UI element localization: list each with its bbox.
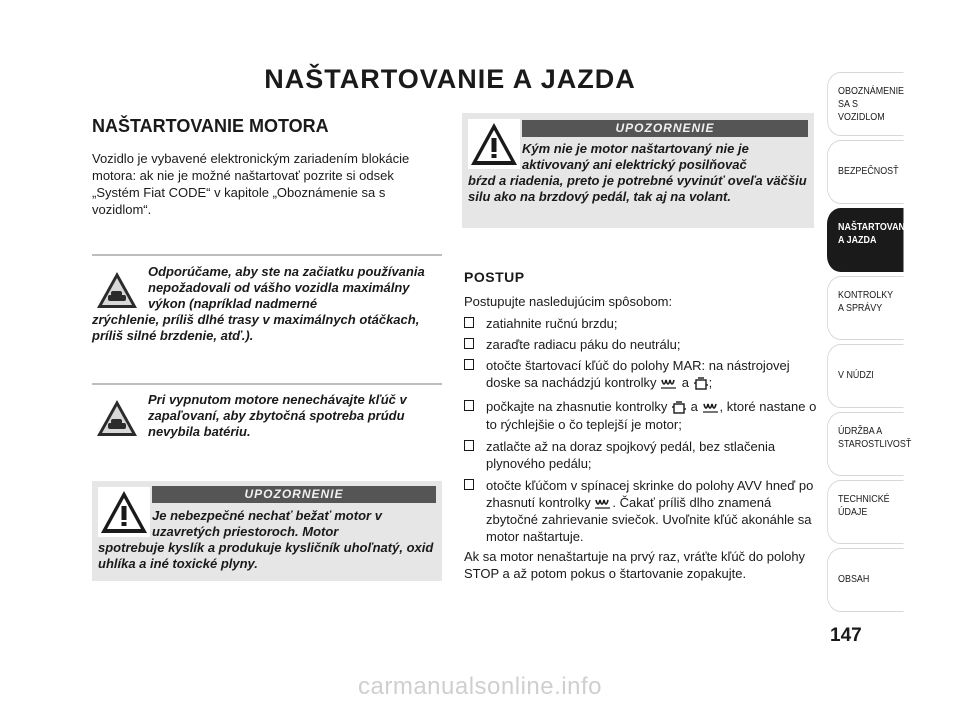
- tab-label: TECHNICKÉ ÚDAJE: [838, 493, 890, 518]
- warning-text: [98, 508, 438, 572]
- step-text: a: [681, 375, 690, 390]
- step-text: , ktoré nastane o to rýchlejšie o čo teplejší je motor;: [486, 399, 817, 432]
- list-item: [464, 438, 824, 472]
- glow-plug-icon: [702, 402, 720, 414]
- list-item: [464, 357, 824, 392]
- step-text: zaraďte radiacu páku do neutrálu;: [486, 337, 681, 352]
- car-triangle-icon: [95, 398, 139, 438]
- watermark: carmanualsonline.info: [358, 673, 602, 700]
- note-text: Pri vypnutom motore nenechávajte kľúč v zapaľovaní, aby zbytočná spotreba prúdu nevybila batériu.: [148, 392, 407, 439]
- step-text: otočte kľúčom v spínacej skrinke do polohy AVV hneď po zhasnutí kontrolky: [486, 478, 814, 510]
- tab-label: NAŠTARTOVANIE A JAZDA: [838, 221, 914, 246]
- engine-icon: [671, 400, 687, 416]
- tab-label: ÚDRŽBA A STAROSTLIVOSŤ: [838, 425, 912, 450]
- step-text: a: [690, 399, 698, 414]
- postup-intro: Postupujte nasledujúcim spôsobom:: [464, 294, 673, 309]
- checkbox-bullet-icon: [464, 479, 474, 490]
- tab-label: V NÚDZI: [838, 369, 874, 381]
- tab-udrzba[interactable]: [827, 412, 912, 476]
- page-title: NAŠTARTOVANIE A JAZDA: [264, 64, 636, 94]
- checkbox-bullet-icon: [464, 400, 474, 411]
- warning-text: [468, 141, 810, 205]
- step-text: zatiahnite ručnú brzdu;: [486, 316, 618, 331]
- step-text: počkajte na zhasnutie kontrolky: [486, 399, 668, 414]
- tab-label: KONTROLKY A SPRÁVY: [838, 289, 894, 314]
- tab-bezpecnost[interactable]: [827, 140, 904, 204]
- checkbox-bullet-icon: [464, 338, 474, 349]
- engine-icon: [693, 376, 709, 392]
- divider: [92, 254, 442, 256]
- section-title: NAŠTARTOVANIE MOTORA: [92, 116, 329, 136]
- checkbox-bullet-icon: [464, 317, 474, 328]
- warning-lead: Je nebezpečné nechať bežať motor v uzavretých priestoroch. Motor: [152, 508, 382, 539]
- tab-label: OBSAH: [838, 573, 870, 585]
- car-triangle-icon: [95, 270, 139, 310]
- tab-technicke-udaje[interactable]: [827, 480, 904, 544]
- warning-banner: UPOZORNENIE: [522, 120, 808, 137]
- tab-label: BEZPEČNOSŤ: [838, 165, 899, 177]
- warning-lead: Kým nie je motor naštartovaný nie je aktivovaný ani elektrický posilňovač: [522, 141, 749, 172]
- glow-plug-icon: [660, 378, 678, 390]
- checkbox-bullet-icon: [464, 359, 474, 370]
- divider: [92, 383, 442, 385]
- page-number: 147: [830, 625, 862, 646]
- warning-box-left: [92, 481, 442, 581]
- tab-kontrolky[interactable]: [827, 276, 904, 340]
- tab-v-nudzi[interactable]: [827, 344, 904, 408]
- tab-nastartovanie[interactable]: [827, 208, 914, 272]
- note-engine-break-in: [92, 264, 444, 344]
- checkbox-bullet-icon: [464, 440, 474, 451]
- warning-rest: bŕzd a riadenia, preto je potrebné vyvinúť oveľa väčšiu silu ako na brzdový pedál, tak aj na volant.: [468, 173, 807, 204]
- step-text: otočte štartovací kľúč do polohy MAR: na nástrojovej doske sa nachádzjú kontrolky: [486, 358, 790, 390]
- warning-box-right: [462, 113, 814, 228]
- list-item: [464, 477, 824, 545]
- step-text: ;: [708, 375, 713, 390]
- tab-obsah[interactable]: [827, 548, 904, 612]
- closing-paragraph: Ak sa motor nenaštartuje na prvý raz, vráťte kľúč do polohy STOP a až potom pokus o štartovanie zopakujte.: [464, 549, 806, 581]
- tab-oboznamenie[interactable]: [827, 72, 904, 136]
- warning-rest: spotrebuje kyslík a produkuje kysličník uhoľnatý, oxid uhlíka a iné toxické plyny.: [98, 540, 434, 571]
- warning-banner: UPOZORNENIE: [152, 486, 436, 503]
- note-lead: Odporúčame, aby ste na začiatku používania nepožadovali od vášho vozidla maximálny výkon (napríklad nadmerné: [148, 264, 425, 311]
- note-key-battery: [92, 392, 444, 440]
- list-item: [464, 398, 824, 433]
- step-text: zatlačte až na doraz spojkový pedál, bez stlačenia plynového pedálu;: [486, 439, 776, 471]
- intro-paragraph: Vozidlo je vybavené elektronickým zariadením blokácie motora: ak nie je možné naštartovať pozrite si odsek „Systém Fiat CODE“ v kapitole „Oboznámenie sa s vozidlom“.: [92, 151, 410, 217]
- note-rest: zrýchlenie, príliš dlhé trasy v maximálnych otáčkach, príliš silné brzdenie, atď.).: [92, 312, 420, 343]
- list-item: [464, 315, 824, 332]
- glow-plug-icon: [594, 498, 612, 510]
- step-text: . Čakať príliš dlho znamená zbytočné zahrievanie sviečok. Uvoľnite kľúč akonáhle sa motor naštartuje.: [486, 495, 812, 544]
- tab-label: OBOZNÁMENIE SA S VOZIDLOM: [838, 85, 905, 123]
- list-item: [464, 336, 824, 353]
- postup-title: POSTUP: [464, 269, 525, 285]
